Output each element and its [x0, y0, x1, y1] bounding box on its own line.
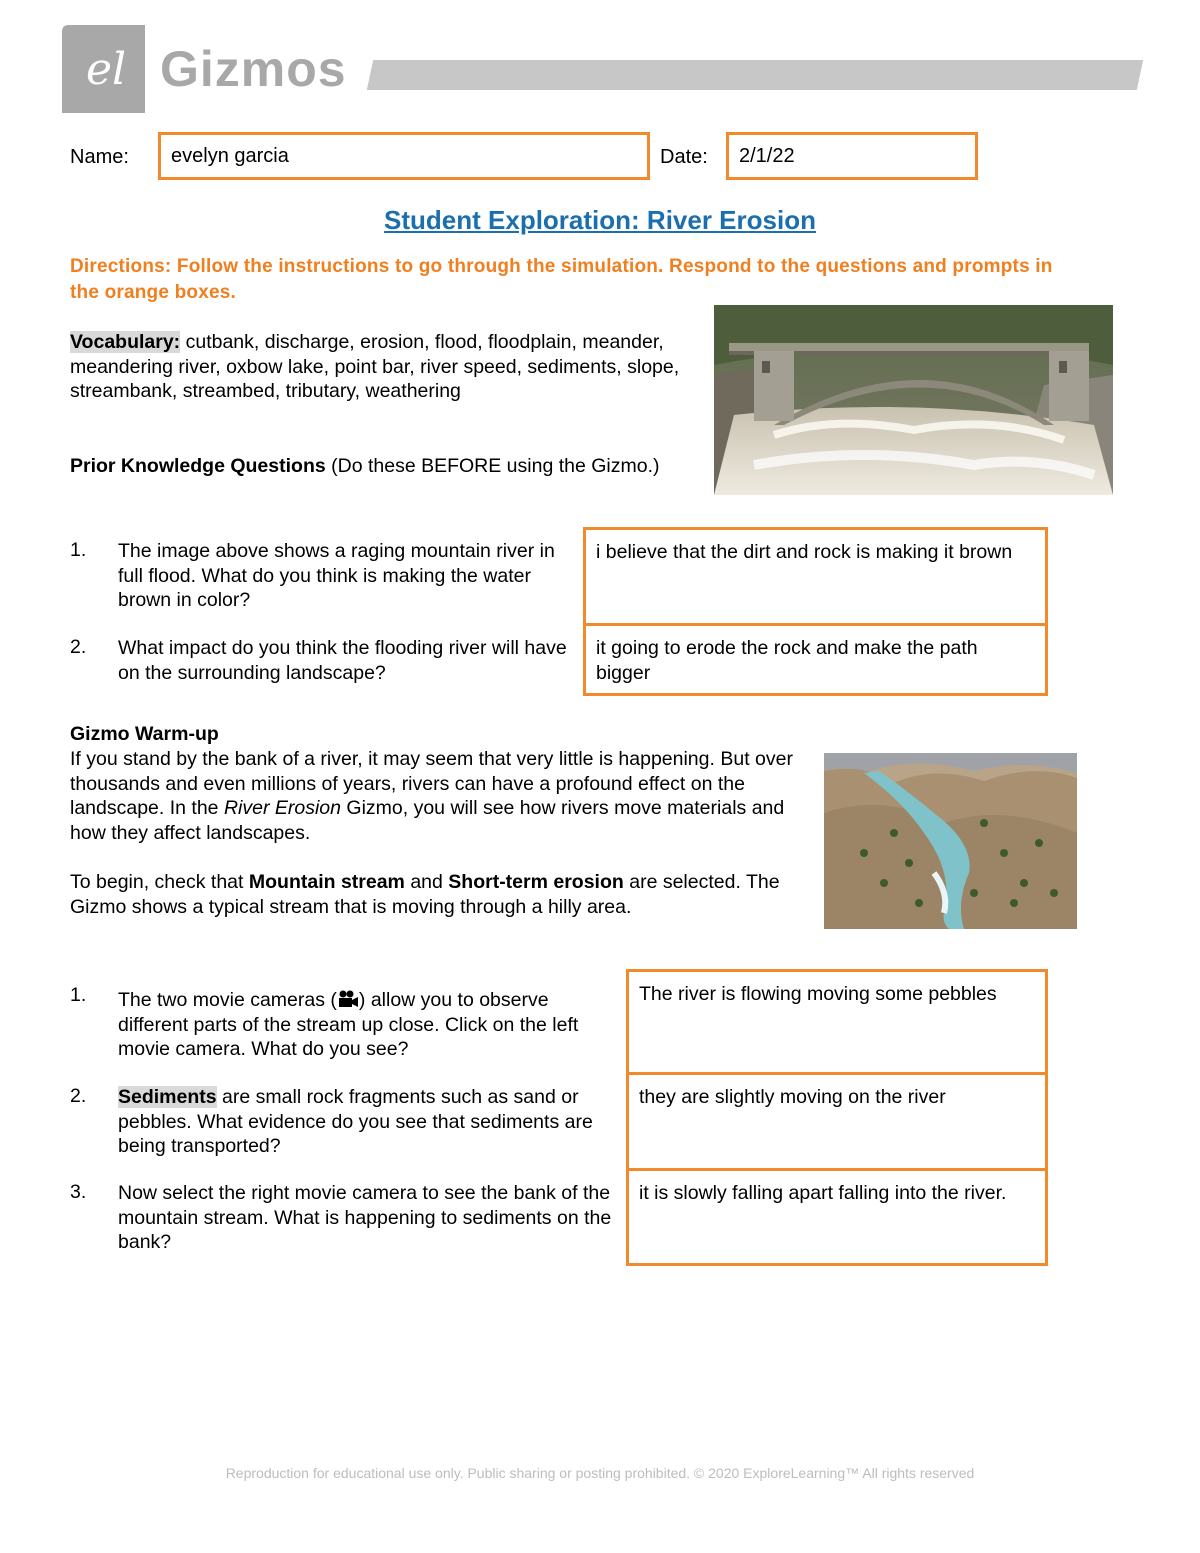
- pk-q2-number: 2.: [70, 636, 87, 658]
- date-field[interactable]: 2/1/22: [726, 132, 978, 180]
- warmup-heading: Gizmo Warm-up: [70, 723, 219, 745]
- wu-answer-3[interactable]: it is slowly falling apart falling into the river.: [626, 1168, 1048, 1266]
- name-field[interactable]: evelyn garcia: [158, 132, 650, 180]
- page-title: Student Exploration: River Erosion: [384, 205, 816, 235]
- pk-q1-text: The image above shows a raging mountain river in full flood. What do you think is making the water brown in color?: [118, 540, 555, 611]
- copyright-footer: Reproduction for educational use only. Public sharing or posting prohibited. © 2020 ExploreLearning™ All rights reserved: [225, 1465, 975, 1481]
- warmup-p2-mountain-stream: Mountain stream: [248, 871, 405, 893]
- warmup-p2-a: To begin, check that: [70, 871, 249, 893]
- warmup-p1-gizmo-name: River Erosion: [223, 797, 341, 819]
- pk-answer-1[interactable]: i believe that the dirt and rock is making it brown: [583, 527, 1048, 626]
- warmup-p2-c: and: [404, 871, 449, 893]
- mountain-stream-gizmo-image: [824, 753, 1077, 929]
- date-label: Date:: [660, 146, 708, 168]
- brand-name: Gizmos: [160, 41, 347, 97]
- wu-q2-text-rest: are small rock fragments such as sand or pebbles. What evidence do you see that sediments are being transported?: [118, 1086, 593, 1157]
- prior-knowledge-heading: [70, 454, 670, 479]
- explorelearning-logo-icon: el: [85, 44, 127, 95]
- vocabulary-terms: cutbank, discharge, erosion, flood, floodplain, meander, meandering river, oxbow lake, point bar, river speed, sediments, slope, streambank, streambed, tributary, weathering: [70, 331, 680, 402]
- warmup-paragraph-1: [70, 747, 800, 845]
- warmup-p1-a: If you stand by the bank of a river, it may seem that very little is happening. But over thousands and even millions of years, rivers can have a profound effect on the landscape. In the: [70, 748, 793, 819]
- header-bar: [367, 60, 1143, 90]
- pk-q2-text: What impact do you think the flooding river will have on the surrounding landscape?: [118, 637, 567, 684]
- wu-q2-text: [118, 1085, 613, 1159]
- prior-knowledge-note: (Do these BEFORE using the Gizmo.): [331, 455, 660, 477]
- vocabulary-block: [70, 330, 690, 404]
- wu-answer-1[interactable]: The river is flowing moving some pebbles: [626, 969, 1048, 1075]
- pk-q1-number: 1.: [70, 539, 87, 561]
- directions-text: Directions: Follow the instructions to go through the simulation. Respond to the questions and prompts in the orange boxes.: [70, 256, 1053, 303]
- prior-knowledge-title: Prior Knowledge Questions: [70, 455, 326, 477]
- pk-answer-2[interactable]: it going to erode the rock and make the path bigger: [583, 623, 1048, 696]
- movie-camera-icon: [337, 990, 359, 1008]
- wu-q1-text-b: ) allow you to observe different parts of the stream up close. Click on the left movie camera. What do you see?: [118, 989, 579, 1060]
- wu-q1-text: [118, 988, 608, 1062]
- wu-q1-number: 1.: [70, 984, 87, 1006]
- name-label: Name:: [70, 146, 129, 168]
- wu-q2-term: Sediments: [118, 1086, 217, 1108]
- wu-answer-2[interactable]: they are slightly moving on the river: [626, 1072, 1048, 1171]
- warmup-p1-b: Gizmo, you will see how rivers move materials and how they affect landscapes.: [70, 797, 785, 844]
- flooded-river-bridge-photo: [714, 305, 1113, 495]
- warmup-paragraph-2: [70, 870, 790, 919]
- warmup-p2-short-term: Short-term erosion: [448, 871, 624, 893]
- wu-q2-number: 2.: [70, 1085, 87, 1107]
- wu-q3-number: 3.: [70, 1181, 87, 1203]
- wu-q3-text: Now select the right movie camera to see the bank of the mountain stream. What is happening to sediments on the bank?: [118, 1182, 612, 1253]
- vocabulary-label: Vocabulary:: [70, 331, 181, 353]
- wu-q1-text-a: The two movie cameras (: [118, 989, 337, 1011]
- warmup-p2-d: are selected. The Gizmo shows a typical stream that is moving through a hilly area.: [70, 871, 780, 918]
